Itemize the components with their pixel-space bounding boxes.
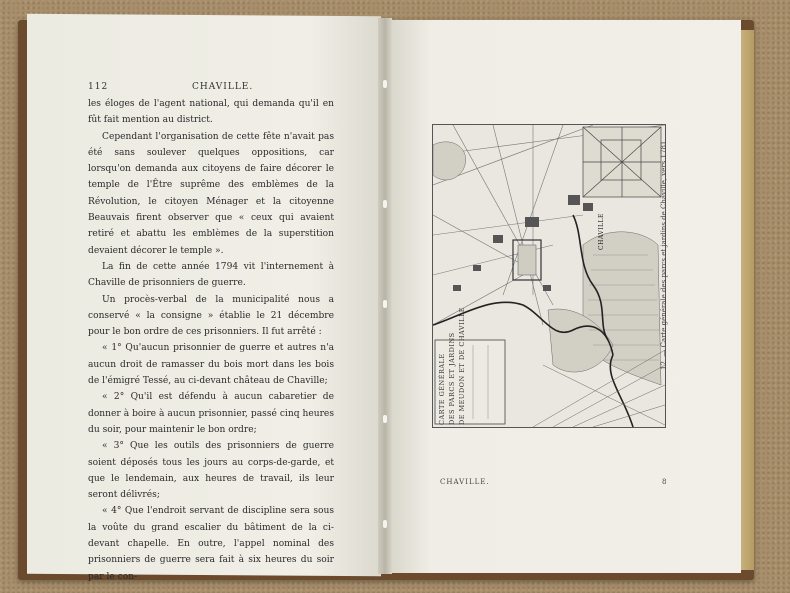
paragraph: La fin de cette année 1794 vit l'internement à Chaville de prisonniers de guerre. xyxy=(88,261,334,289)
binding-stitch xyxy=(383,300,387,308)
map-drawing xyxy=(433,125,665,427)
page-number: 112 xyxy=(88,82,109,92)
paragraph: « 3° Que les outils des prisonniers de guerre soient déposés tous les jours au corps-de-garde, et que le lendemain, aux heures de travail, ils leur seront délivrés; xyxy=(88,441,334,501)
running-head: CHAVILLE. xyxy=(192,82,254,92)
body-text xyxy=(88,96,334,585)
map-place-label: CHAVILLE xyxy=(598,213,605,250)
paragraph: les éloges de l'agent national, qui demanda qu'il en fût fait mention au district. xyxy=(88,99,334,126)
park-map xyxy=(432,124,666,428)
binding-stitch xyxy=(383,200,387,208)
map-title-line: DES PARCS ET JARDINS xyxy=(448,332,456,425)
paragraph: Cependant l'organisation de cette fête n'avait pas été sans soulever quelques oppositions, car lorsqu'on demanda aux citoyens de faire décorer le temple de l'Être suprême des emblèmes de la Révolution, le citoyen Ménager et la citoyenne Beauvais firent observer que « ceux qui avaient retiré et abattu les emblèmes de la superstition devaient décorer le temple ». xyxy=(88,131,334,256)
footer-title: CHAVILLE. xyxy=(440,478,490,486)
book-gutter xyxy=(378,18,392,574)
paragraph: « 4° Que l'endroit servant de discipline sera sous la voûte du grand escalier du bâtiment de la ci-devant chapelle. En outre, l'appel nominal des prisonniers de guerre sera fait à six heures du soir par le con- xyxy=(88,506,334,582)
binding-stitch xyxy=(383,520,387,528)
figure-caption: 12. — Carte générale des parcs et jardins de Chaville, vers 1781. xyxy=(660,138,668,370)
paragraph: « 2° Qu'il est défendu à aucun cabaretier de donner à boire à aucun prisonnier, passé cinq heures du soir, pour maintenir le bon ordre; xyxy=(88,392,334,435)
paragraph: « 1° Qu'aucun prisonnier de guerre et autres n'a aucun droit de ramasser du bois mort dans les bois de l'émigré Tessé, au ci-devant château de Chaville; xyxy=(88,343,334,387)
map-title-line: CARTE GÉNÉRALE xyxy=(438,353,446,425)
page-block-edge xyxy=(740,30,754,570)
paragraph: Un procès-verbal de la municipalité nous a conservé « la consigne » établie le 21 décembre pour le bon ordre de ces prisonniers. Il fut arrêté : xyxy=(88,294,334,338)
map-title-line: DE MEUDON ET DE CHAVILLE xyxy=(458,306,466,425)
binding-stitch xyxy=(383,80,387,88)
footer-number: 8 xyxy=(662,478,668,486)
binding-stitch xyxy=(383,415,387,423)
